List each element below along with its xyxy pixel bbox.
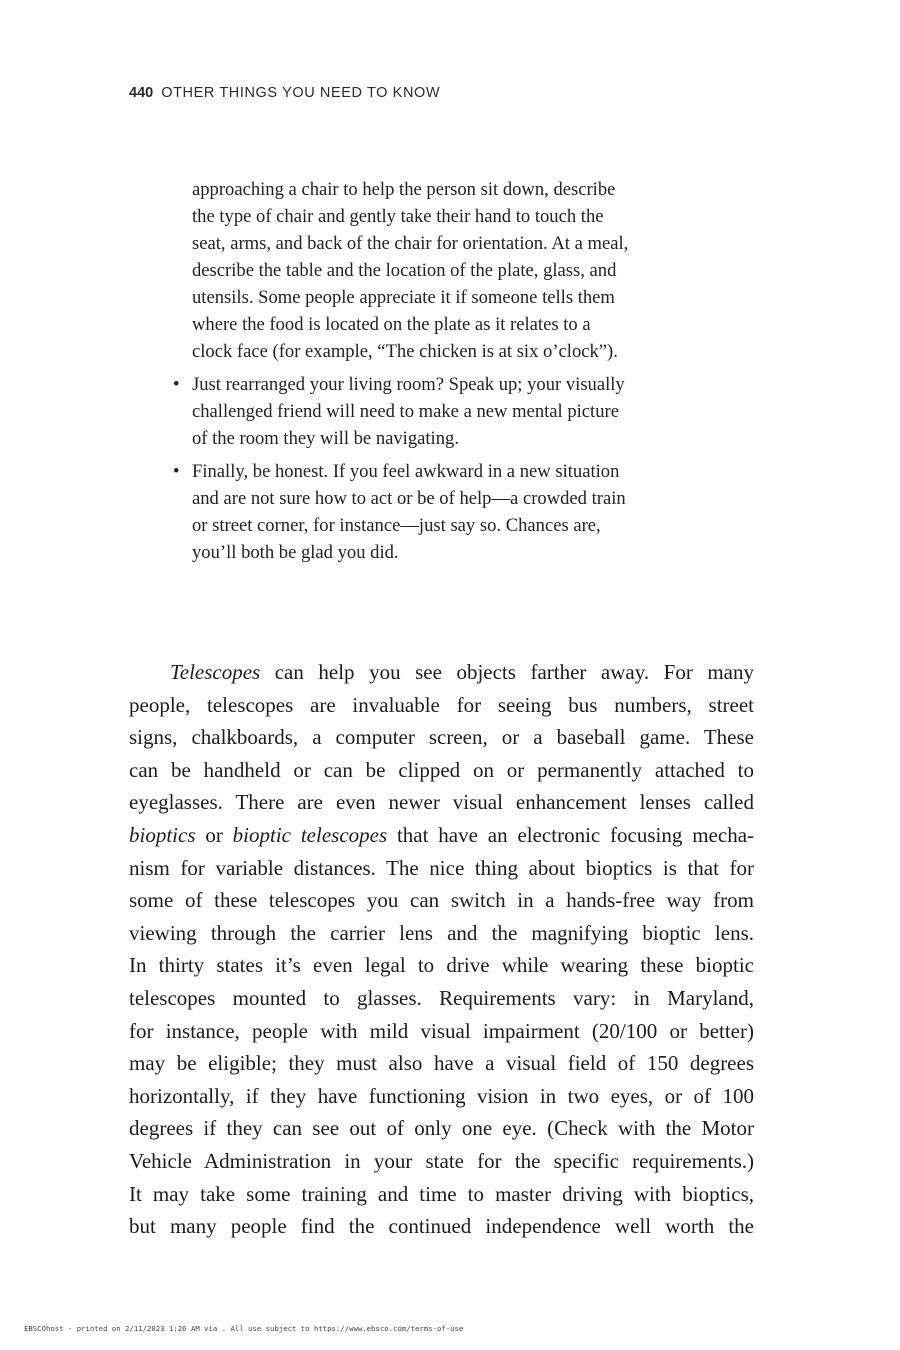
list-item-line: the type of chair and gently take their hand to touch the	[192, 206, 604, 227]
list-item	[172, 458, 732, 566]
list-item-line: utensils. Some people appreciate it if someone tells them	[192, 287, 615, 308]
body-line: signs, chalkboards, a computer screen, or a baseball game. These	[129, 725, 754, 750]
term-telescopes: Telescopes	[170, 660, 261, 684]
body-line-text: can help you see objects farther away. For many	[260, 660, 754, 684]
running-head	[129, 85, 440, 101]
body-line: telescopes mounted to glasses. Requirements vary: in Maryland,	[129, 985, 754, 1010]
body-line: It may take some training and time to master driving with bioptics,	[129, 1181, 754, 1206]
term-bioptic-telescopes: bioptic telescopes	[232, 822, 388, 847]
body-line: viewing through the carrier lens and the magnifying bioptic lens.	[129, 920, 754, 945]
list-item-line: you’ll both be glad you did.	[192, 542, 399, 563]
body-line: can be handheld or can be clipped on or permanently attached to	[129, 757, 754, 782]
list-item-line: of the room they will be navigating.	[192, 428, 459, 449]
print-footer: EBSCOhost - printed on 2/11/2023 1:26 AM via . All use subject to https://www.ebsco.com/terms-of-use	[24, 1324, 464, 1333]
term-bioptics: bioptics	[129, 822, 196, 847]
body-line: for instance, people with mild visual impairment (20/100 or better)	[129, 1018, 754, 1043]
body-line-text: or	[195, 822, 233, 847]
list-item-line: and are not sure how to act or be of help—a crowded train	[192, 488, 626, 509]
list-item	[172, 371, 732, 452]
list-item-continued	[172, 176, 732, 365]
body-line: but many people find the continued independence well worth the	[129, 1214, 754, 1239]
body-line: In thirty states it’s even legal to drive while wearing these bioptic	[129, 953, 754, 978]
list-item-line: Finally, be honest. If you feel awkward in a new situation	[192, 461, 620, 482]
body-line	[129, 656, 754, 689]
body-line: nism for variable distances. The nice thing about bioptics is that for	[129, 855, 754, 880]
list-item-line: Just rearranged your living room? Speak up; your visually	[192, 374, 625, 395]
running-title: OTHER THINGS YOU NEED TO KNOW	[161, 85, 441, 101]
bullet-marker: •	[173, 374, 180, 395]
list-item-line: approaching a chair to help the person sit down, describe	[192, 179, 616, 200]
list-item-line: where the food is located on the plate as it relates to a	[192, 314, 591, 335]
body-line: horizontally, if they have functioning vision in two eyes, or of 100	[129, 1083, 754, 1108]
body-line: Vehicle Administration in your state for the specific requirements.)	[129, 1148, 754, 1173]
body-line: people, telescopes are invaluable for seeing bus numbers, street	[129, 692, 754, 717]
list-item-line: challenged friend will need to make a new mental picture	[192, 401, 619, 422]
body-line: eyeglasses. There are even newer visual enhancement lenses called	[129, 790, 754, 815]
body-line: some of these telescopes you can switch in a hands-free way from	[129, 888, 754, 913]
bullet-marker: •	[173, 461, 180, 482]
list-item-line: clock face (for example, “The chicken is at six o’clock”).	[192, 341, 618, 362]
body-line-text: that have an electronic focusing mecha-	[387, 822, 755, 847]
page-number: 440	[129, 85, 154, 101]
body-line: degrees if they can see out of only one eye. (Check with the Motor	[129, 1116, 754, 1141]
body-paragraph	[129, 656, 754, 1243]
list-item-line: describe the table and the location of the plate, glass, and	[192, 260, 617, 281]
body-line	[129, 819, 754, 852]
list-item-line: or street corner, for instance—just say so. Chances are,	[192, 515, 601, 536]
body-line: may be eligible; they must also have a visual field of 150 degrees	[129, 1051, 754, 1076]
tips-list	[172, 176, 732, 566]
list-item-line: seat, arms, and back of the chair for orientation. At a meal,	[192, 233, 629, 254]
